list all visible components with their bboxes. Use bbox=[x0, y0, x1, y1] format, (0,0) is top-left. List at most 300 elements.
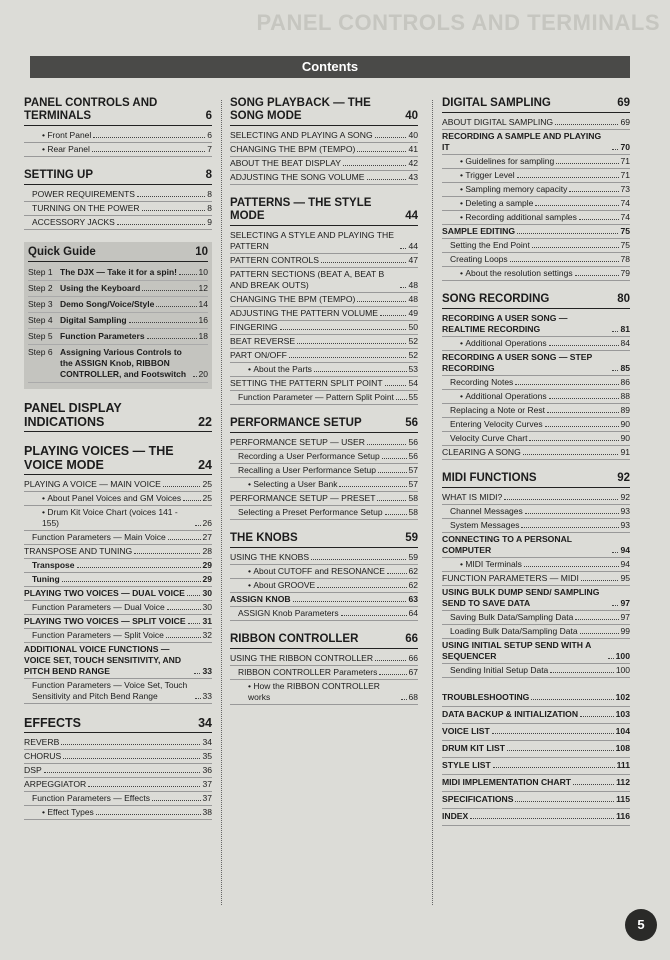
toc-column-3 bbox=[442, 97, 630, 838]
dot-leader bbox=[341, 615, 407, 616]
toc-section bbox=[24, 97, 212, 157]
toc-entry[interactable] bbox=[24, 587, 212, 601]
toc-entry[interactable] bbox=[24, 679, 212, 704]
dot-leader bbox=[357, 301, 406, 302]
entry-title: POWER REQUIREMENTS bbox=[32, 189, 135, 199]
toc-entry[interactable] bbox=[230, 349, 418, 363]
toc-entry[interactable] bbox=[24, 792, 212, 806]
section-heading[interactable] bbox=[230, 417, 418, 433]
entry-page: 94 bbox=[620, 545, 630, 555]
dot-leader bbox=[515, 801, 614, 802]
entry-title: • Additional Operations bbox=[460, 338, 547, 349]
toc-entry[interactable] bbox=[442, 558, 630, 572]
entry-title: Recalling a User Performance Setup bbox=[238, 465, 376, 475]
toc-section bbox=[442, 690, 630, 826]
entry-title: PART ON/OFF bbox=[230, 350, 287, 360]
entry-title: • About GROOVE bbox=[248, 580, 315, 591]
toc-entry[interactable] bbox=[442, 809, 630, 826]
toc-entry[interactable] bbox=[230, 377, 418, 391]
section-heading[interactable] bbox=[230, 532, 418, 548]
dot-leader bbox=[524, 566, 619, 567]
entry-page: 66 bbox=[408, 653, 418, 663]
toc-entry[interactable] bbox=[442, 169, 630, 183]
entry-title: ACCESSORY JACKS bbox=[32, 217, 115, 227]
toc-entry[interactable] bbox=[230, 436, 418, 450]
dot-leader bbox=[280, 329, 407, 330]
entry-page: 41 bbox=[408, 144, 418, 154]
toc-entry[interactable] bbox=[24, 736, 212, 750]
toc-entry[interactable] bbox=[442, 519, 630, 533]
step-number: Step 4 bbox=[28, 315, 53, 325]
quick-guide-step[interactable] bbox=[28, 281, 208, 297]
dot-leader bbox=[550, 672, 614, 673]
entry-page: 49 bbox=[408, 308, 418, 318]
toc-entry[interactable] bbox=[230, 293, 418, 307]
toc-entry[interactable] bbox=[442, 572, 630, 586]
toc-entry[interactable] bbox=[230, 143, 418, 157]
toc-section bbox=[230, 417, 418, 520]
section-page: 24 bbox=[198, 458, 212, 472]
toc-entry[interactable] bbox=[24, 216, 212, 230]
toc-entry[interactable] bbox=[24, 643, 212, 679]
toc-entry[interactable] bbox=[230, 268, 418, 293]
dot-leader bbox=[532, 247, 619, 248]
dot-leader bbox=[401, 699, 407, 700]
entry-page: 8 bbox=[207, 189, 212, 199]
toc-entry[interactable] bbox=[442, 337, 630, 351]
dot-leader bbox=[400, 248, 406, 249]
dot-leader bbox=[569, 191, 618, 192]
section-heading[interactable] bbox=[24, 444, 212, 475]
section-page: 92 bbox=[617, 472, 630, 484]
dot-leader bbox=[521, 527, 618, 528]
page-number: 5 bbox=[625, 909, 657, 941]
toc-entry[interactable] bbox=[24, 750, 212, 764]
entry-page: 47 bbox=[408, 255, 418, 265]
entry-title: PERFORMANCE SETUP — PRESET bbox=[230, 493, 376, 503]
entry-page: 90 bbox=[620, 419, 630, 429]
entry-title: DSP bbox=[24, 765, 42, 775]
dot-leader bbox=[183, 500, 200, 501]
section-page: 56 bbox=[405, 417, 418, 429]
dot-leader bbox=[493, 767, 615, 768]
toc-section bbox=[24, 444, 212, 704]
entry-page: 50 bbox=[408, 322, 418, 332]
toc-entry[interactable] bbox=[442, 792, 630, 809]
toc-entry[interactable] bbox=[230, 464, 418, 478]
background-header-ghost bbox=[0, 0, 670, 60]
section-heading[interactable] bbox=[28, 246, 208, 262]
toc-entry[interactable] bbox=[442, 390, 630, 404]
entry-page: 75 bbox=[620, 240, 630, 250]
toc-entry[interactable] bbox=[442, 741, 630, 758]
entry-page: 75 bbox=[620, 226, 630, 236]
quick-guide-step[interactable] bbox=[28, 313, 208, 329]
toc-entry[interactable] bbox=[230, 335, 418, 349]
entry-page: 33 bbox=[202, 691, 212, 701]
entry-page: 73 bbox=[620, 184, 630, 194]
dot-leader bbox=[117, 224, 205, 225]
step-number: Step 2 bbox=[28, 283, 53, 293]
toc-section bbox=[442, 97, 630, 281]
dot-leader bbox=[193, 376, 197, 377]
dot-leader bbox=[63, 758, 200, 759]
toc-section bbox=[230, 532, 418, 621]
toc-entry[interactable] bbox=[24, 615, 212, 629]
entry-title: • About CUTOFF and RESONANCE bbox=[248, 566, 385, 577]
toc-entry[interactable] bbox=[230, 450, 418, 464]
toc-section bbox=[230, 97, 418, 185]
dot-leader bbox=[580, 633, 619, 634]
toc-entry[interactable] bbox=[442, 758, 630, 775]
quick-guide-step[interactable] bbox=[28, 345, 208, 383]
dot-leader bbox=[357, 151, 406, 152]
toc-entry[interactable] bbox=[442, 775, 630, 792]
toc-entry[interactable] bbox=[442, 267, 630, 281]
section-page: 44 bbox=[405, 210, 418, 222]
toc-entry[interactable] bbox=[24, 764, 212, 778]
toc-entry[interactable] bbox=[442, 211, 630, 225]
dot-leader bbox=[187, 595, 201, 596]
toc-entry[interactable] bbox=[230, 506, 418, 520]
dot-leader bbox=[379, 674, 406, 675]
entry-title: Velocity Curve Chart bbox=[450, 433, 528, 443]
toc-entry[interactable] bbox=[442, 253, 630, 267]
entry-page: 94 bbox=[620, 559, 630, 569]
section-title: PERFORMANCE SETUP bbox=[230, 417, 362, 429]
section-heading[interactable] bbox=[230, 97, 418, 126]
step-page: 10 bbox=[198, 267, 208, 277]
toc-entry[interactable] bbox=[442, 351, 630, 376]
toc-section bbox=[442, 472, 630, 678]
dot-leader bbox=[612, 605, 618, 606]
entry-title: TRANSPOSE AND TUNING bbox=[24, 546, 133, 556]
entry-page: 57 bbox=[408, 479, 418, 489]
entry-page: 28 bbox=[202, 546, 212, 556]
entry-title: RECORDING A USER SONG — STEP RECORDING bbox=[442, 352, 593, 373]
entry-page: 44 bbox=[408, 241, 418, 251]
entry-page: 48 bbox=[408, 294, 418, 304]
dot-leader bbox=[375, 137, 407, 138]
entry-page: 53 bbox=[408, 364, 418, 374]
section-heading[interactable] bbox=[442, 293, 630, 309]
toc-entry[interactable] bbox=[442, 197, 630, 211]
entry-page: 86 bbox=[620, 377, 630, 387]
dot-leader bbox=[545, 426, 619, 427]
entry-title: ABOUT DIGITAL SAMPLING bbox=[442, 117, 554, 127]
entry-title: • About the resolution settings bbox=[460, 268, 573, 279]
entry-page: 93 bbox=[620, 506, 630, 516]
entry-page: 91 bbox=[620, 447, 630, 457]
toc-entry[interactable] bbox=[230, 680, 418, 705]
entry-title: Function Parameters — Split Voice bbox=[32, 630, 164, 640]
dot-leader bbox=[61, 744, 200, 745]
entry-title: STYLE LIST bbox=[442, 760, 491, 770]
toc-entry[interactable] bbox=[24, 531, 212, 545]
entry-title: • About Panel Voices and GM Voices bbox=[42, 493, 181, 504]
entry-title: PATTERN CONTROLS bbox=[230, 255, 319, 265]
entry-page: 40 bbox=[408, 130, 418, 140]
quick-guide-step[interactable] bbox=[28, 265, 208, 281]
dot-leader bbox=[88, 786, 200, 787]
dot-leader bbox=[523, 454, 619, 455]
entry-page: 48 bbox=[408, 280, 418, 290]
dot-leader bbox=[377, 500, 406, 501]
step-page: 12 bbox=[198, 283, 208, 293]
toc-entry[interactable] bbox=[24, 129, 212, 143]
toc-entry[interactable] bbox=[442, 625, 630, 639]
toc-entry[interactable] bbox=[230, 565, 418, 579]
toc-entry[interactable] bbox=[230, 307, 418, 321]
toc-entry[interactable] bbox=[230, 321, 418, 335]
dot-leader bbox=[147, 338, 197, 339]
entry-title: • Rear Panel bbox=[42, 144, 90, 155]
toc-entry[interactable] bbox=[442, 130, 630, 155]
dot-leader bbox=[385, 385, 407, 386]
dot-leader bbox=[62, 581, 201, 582]
dot-leader bbox=[44, 772, 201, 773]
toc-entry[interactable] bbox=[442, 586, 630, 611]
dot-leader bbox=[612, 149, 618, 150]
toc-entry[interactable] bbox=[442, 418, 630, 432]
entry-page: 93 bbox=[620, 520, 630, 530]
entry-title: RIBBON CONTROLLER Parameters bbox=[238, 667, 378, 677]
dot-leader bbox=[510, 261, 619, 262]
toc-entry[interactable] bbox=[230, 579, 418, 593]
entry-page: 85 bbox=[620, 363, 630, 373]
section-heading[interactable] bbox=[24, 97, 212, 126]
dot-leader bbox=[504, 499, 618, 500]
entry-page: 71 bbox=[620, 170, 630, 180]
entry-page: 29 bbox=[202, 574, 212, 584]
dot-leader bbox=[96, 814, 201, 815]
step-title: Assigning Various Controls to the ASSIGN Knob, RIBBON CONTROLLER, and Footswitch bbox=[60, 347, 187, 379]
entry-title: VOICE LIST bbox=[442, 726, 490, 736]
toc-entry[interactable] bbox=[442, 116, 630, 130]
entry-page: 30 bbox=[202, 602, 212, 612]
entry-page: 68 bbox=[408, 692, 418, 702]
entry-title: PLAYING A VOICE — MAIN VOICE bbox=[24, 479, 161, 489]
dot-leader bbox=[195, 525, 201, 526]
toc-entry[interactable] bbox=[24, 545, 212, 559]
entry-page: 79 bbox=[620, 268, 630, 278]
dot-leader bbox=[375, 660, 406, 661]
entry-page: 63 bbox=[408, 594, 418, 604]
dot-leader bbox=[367, 444, 406, 445]
dot-leader bbox=[152, 800, 201, 801]
section-title: SETTING UP bbox=[24, 169, 94, 181]
entry-page: 43 bbox=[408, 172, 418, 182]
entry-title: WHAT IS MIDI? bbox=[442, 492, 503, 502]
contents-banner: Contents bbox=[30, 56, 630, 78]
entry-title: Saving Bulk Data/Sampling Data bbox=[450, 612, 574, 622]
dot-leader bbox=[167, 609, 201, 610]
entry-title: USING THE RIBBON CONTROLLER bbox=[230, 653, 374, 663]
entry-title: ASSIGN KNOB bbox=[230, 594, 291, 604]
toc-entry[interactable] bbox=[230, 157, 418, 171]
toc-entry[interactable] bbox=[442, 707, 630, 724]
entry-page: 103 bbox=[615, 709, 630, 719]
step-body bbox=[60, 331, 208, 342]
dot-leader bbox=[492, 733, 614, 734]
step-title: Using the Keyboard bbox=[60, 283, 141, 293]
entry-title: Channel Messages bbox=[450, 506, 523, 516]
toc-entry[interactable] bbox=[24, 143, 212, 157]
toc-entry[interactable] bbox=[442, 724, 630, 741]
toc-entry[interactable] bbox=[230, 171, 418, 185]
dot-leader bbox=[517, 233, 618, 234]
step-page: 20 bbox=[198, 369, 208, 379]
toc-entry[interactable] bbox=[442, 611, 630, 625]
toc-entry[interactable] bbox=[24, 629, 212, 643]
dot-leader bbox=[581, 580, 619, 581]
entry-title: • Recording additional samples bbox=[460, 212, 577, 223]
toc-section bbox=[442, 293, 630, 460]
toc-entry[interactable] bbox=[24, 506, 212, 531]
entry-title: SELECTING AND PLAYING A SONG bbox=[230, 130, 373, 140]
dot-leader bbox=[77, 567, 201, 568]
dot-leader bbox=[293, 601, 407, 602]
toc-entry[interactable] bbox=[230, 254, 418, 268]
toc-entry[interactable] bbox=[230, 551, 418, 565]
dot-leader bbox=[535, 205, 618, 206]
dot-leader bbox=[547, 412, 619, 413]
toc-entry[interactable] bbox=[24, 202, 212, 216]
entry-title: PERFORMANCE SETUP — USER bbox=[230, 437, 365, 447]
toc-entry[interactable] bbox=[230, 607, 418, 621]
dot-leader bbox=[507, 750, 614, 751]
toc-entry[interactable] bbox=[230, 363, 418, 377]
section-heading[interactable] bbox=[24, 716, 212, 733]
section-title: RIBBON CONTROLLER bbox=[230, 633, 359, 645]
entry-title: SAMPLE EDITING bbox=[442, 226, 516, 236]
toc-entry[interactable] bbox=[24, 778, 212, 792]
entry-title: RECORDING A SAMPLE AND PLAYING IT bbox=[442, 131, 602, 152]
entry-page: 115 bbox=[616, 794, 630, 804]
entry-page: 25 bbox=[202, 493, 212, 503]
dot-leader bbox=[556, 163, 618, 164]
toc-entry[interactable] bbox=[24, 559, 212, 573]
section-page: 59 bbox=[405, 532, 418, 544]
toc-entry[interactable] bbox=[442, 225, 630, 239]
dot-leader bbox=[142, 290, 196, 291]
entry-page: 74 bbox=[620, 212, 630, 222]
dot-leader bbox=[380, 315, 406, 316]
toc-entry[interactable] bbox=[24, 478, 212, 492]
toc-entry[interactable] bbox=[230, 391, 418, 405]
toc-entry[interactable] bbox=[442, 155, 630, 169]
entry-title: ARPEGGIATOR bbox=[24, 779, 87, 789]
quick-guide-section bbox=[24, 242, 212, 389]
toc-entry[interactable] bbox=[230, 478, 418, 492]
section-heading[interactable] bbox=[230, 633, 418, 649]
dot-leader bbox=[93, 137, 205, 138]
entry-title: • Front Panel bbox=[42, 130, 91, 141]
dot-leader bbox=[92, 151, 205, 152]
entry-title: Function Parameters — Voice Set, Touch Sensitivity and Pitch Bend Range bbox=[32, 680, 188, 701]
section-heading[interactable] bbox=[442, 97, 630, 113]
toc-entry[interactable] bbox=[442, 432, 630, 446]
quick-guide-step[interactable] bbox=[28, 297, 208, 313]
toc-entry[interactable] bbox=[24, 601, 212, 615]
dot-leader bbox=[142, 210, 206, 211]
section-heading[interactable] bbox=[24, 401, 212, 432]
entry-title: PATTERN SECTIONS (BEAT A, BEAT B AND BREAK OUTS) bbox=[230, 269, 385, 290]
entry-title: Selecting a Preset Performance Setup bbox=[238, 507, 383, 517]
entry-title: • Effect Types bbox=[42, 807, 94, 818]
entry-title: RECORDING A USER SONG — REALTIME RECORDING bbox=[442, 313, 568, 334]
dot-leader bbox=[517, 177, 619, 178]
toc-entry[interactable] bbox=[442, 183, 630, 197]
section-heading[interactable] bbox=[24, 169, 212, 185]
toc-entry[interactable] bbox=[230, 492, 418, 506]
toc-entry[interactable] bbox=[442, 664, 630, 678]
entry-page: 62 bbox=[408, 580, 418, 590]
dot-leader bbox=[515, 384, 618, 385]
toc-entry[interactable] bbox=[442, 505, 630, 519]
dot-leader bbox=[188, 623, 201, 624]
toc-entry[interactable] bbox=[24, 573, 212, 587]
toc-entry[interactable] bbox=[230, 652, 418, 666]
step-number: Step 1 bbox=[28, 267, 53, 277]
dot-leader bbox=[400, 287, 406, 288]
entry-title: CHANGING THE BPM (TEMPO) bbox=[230, 294, 356, 304]
section-title: PATTERNS — THE STYLE MODE bbox=[230, 197, 372, 222]
toc-entry[interactable] bbox=[230, 129, 418, 143]
toc-entry[interactable] bbox=[442, 491, 630, 505]
toc-entry[interactable] bbox=[442, 446, 630, 460]
entry-title: INDEX bbox=[442, 811, 469, 821]
toc-entry[interactable] bbox=[230, 229, 418, 254]
entry-page: 112 bbox=[616, 777, 630, 787]
entry-page: 71 bbox=[620, 156, 630, 166]
toc-entry[interactable] bbox=[24, 188, 212, 202]
entry-title: ADJUSTING THE SONG VOLUME bbox=[230, 172, 365, 182]
dot-leader bbox=[179, 274, 197, 275]
entry-title: • Trigger Level bbox=[460, 170, 515, 181]
entry-title: System Messages bbox=[450, 520, 520, 530]
toc-entry[interactable] bbox=[230, 666, 418, 680]
toc-entry[interactable] bbox=[442, 690, 630, 707]
dot-leader bbox=[194, 673, 200, 674]
toc-entry[interactable] bbox=[442, 376, 630, 390]
step-body bbox=[60, 283, 208, 294]
toc-entry[interactable] bbox=[24, 806, 212, 820]
toc-entry[interactable] bbox=[442, 639, 630, 664]
section-title: Quick Guide bbox=[28, 246, 96, 258]
step-title: Demo Song/Voice/Style bbox=[60, 299, 155, 309]
toc-entry[interactable] bbox=[442, 404, 630, 418]
section-title: PANEL CONTROLS AND TERMINALS bbox=[24, 97, 158, 122]
section-heading[interactable] bbox=[230, 197, 418, 226]
toc-entry[interactable] bbox=[442, 533, 630, 558]
entry-title: Creating Loops bbox=[450, 254, 508, 264]
toc-entry[interactable] bbox=[442, 239, 630, 253]
quick-guide-step[interactable] bbox=[28, 329, 208, 345]
entry-page: 64 bbox=[408, 608, 418, 618]
section-page: 34 bbox=[198, 716, 212, 730]
toc-entry[interactable] bbox=[442, 312, 630, 337]
section-heading[interactable] bbox=[442, 472, 630, 488]
entry-title: ASSIGN Knob Parameters bbox=[238, 608, 339, 618]
toc-entry[interactable] bbox=[24, 492, 212, 506]
entry-page: 56 bbox=[408, 451, 418, 461]
entry-page: 57 bbox=[408, 465, 418, 475]
step-title: The DJX — Take it for a spin! bbox=[60, 267, 177, 277]
toc-entry[interactable] bbox=[230, 593, 418, 607]
entry-title: CLEARING A SONG bbox=[442, 447, 521, 457]
entry-page: 102 bbox=[615, 692, 630, 702]
